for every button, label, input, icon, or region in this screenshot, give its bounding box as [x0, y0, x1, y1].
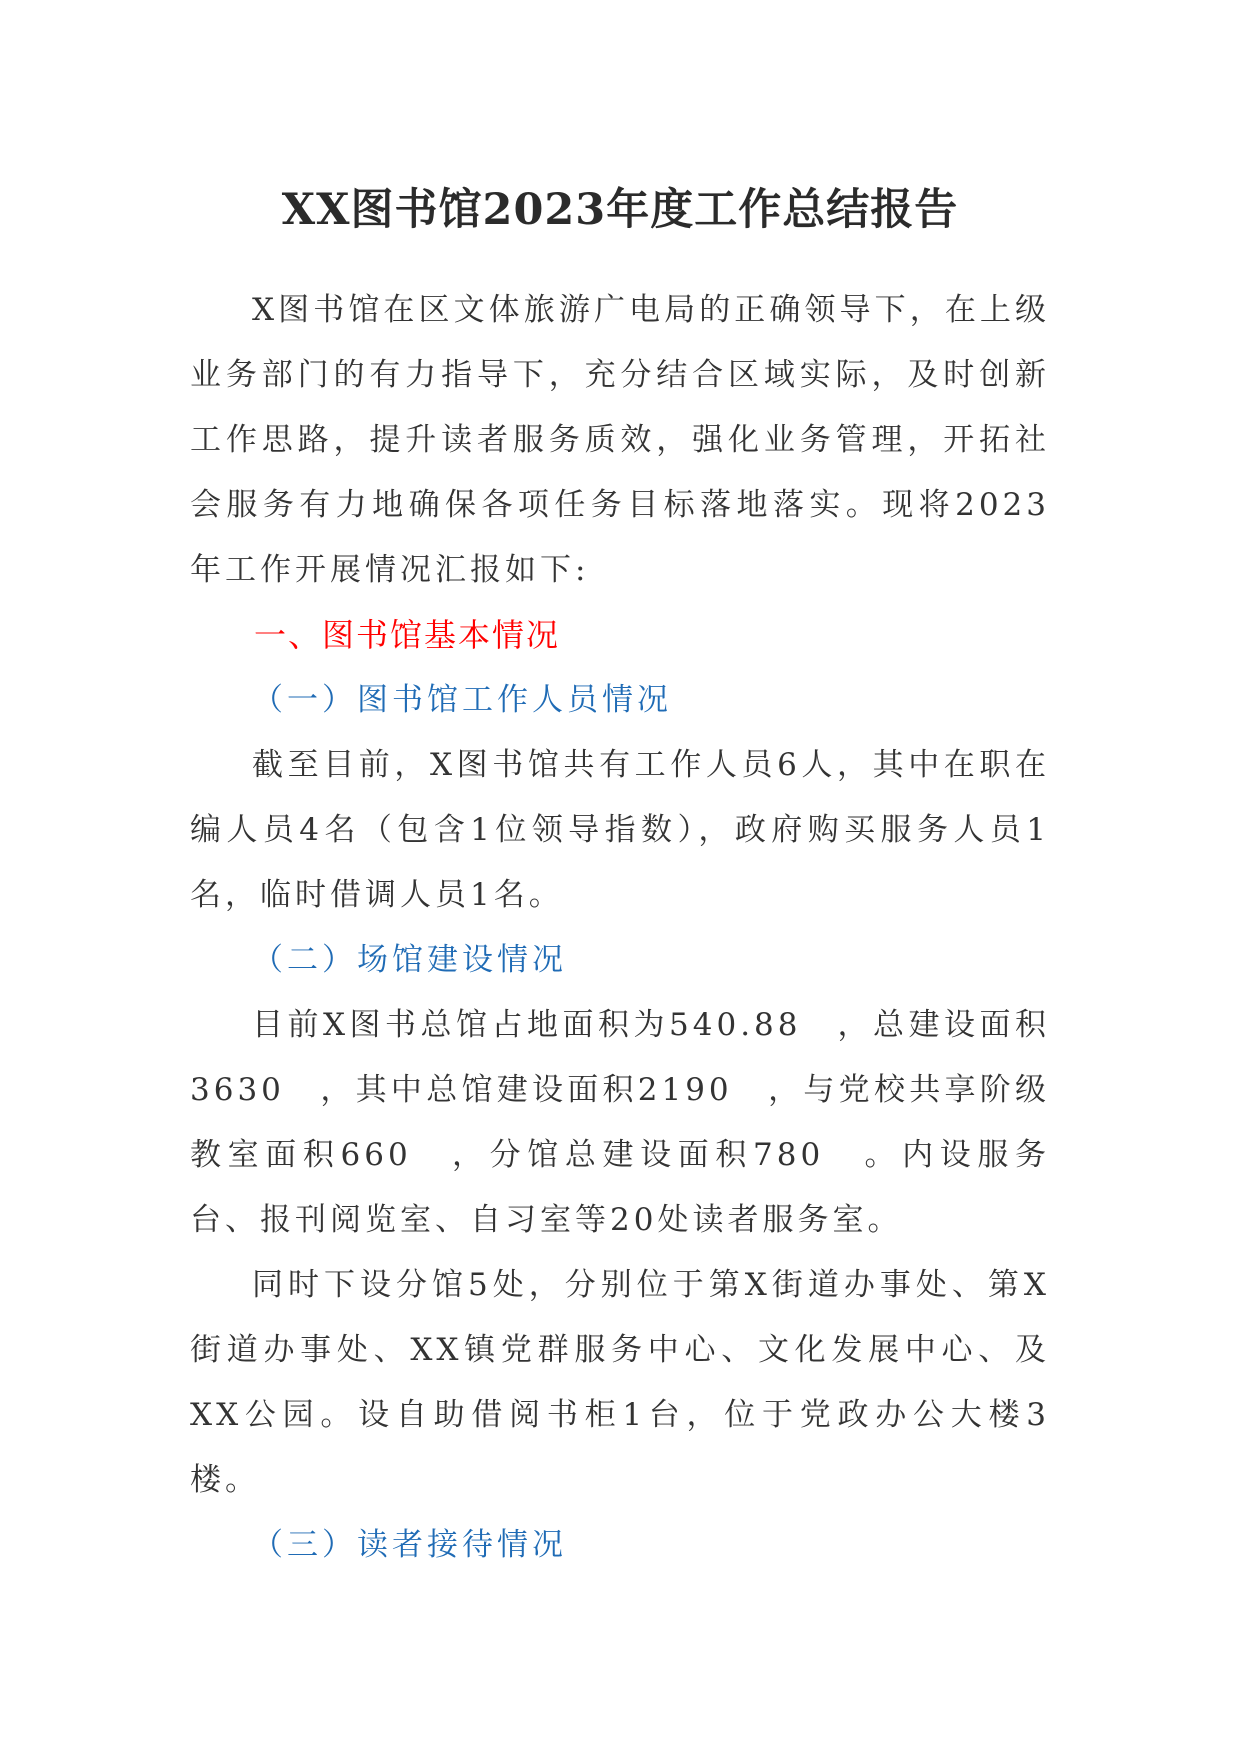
subsection-2-heading: （二）场馆建设情况: [252, 942, 567, 978]
intro-paragraph: X图书馆在区文体旅游广电局的正确领导下，在上级业务部门的有力指导下，充分结合区域实际，及时创新工作思路，提升读者服务质效，强化业务管理，开拓社会服务有力地确保各项任务目标落地落实。现将2023年工作开展情况汇报如下:: [190, 292, 1050, 588]
document-content: [190, 180, 1050, 1578]
document-title: XX图书馆2023年度工作总结报告: [281, 185, 959, 235]
subsection-2-paragraph-1: 目前X图书总馆占地面积为540.88 ，总建设面积3630 ，其中总馆建设面积2190 ，与党校共享阶级教室面积660 ，分馆总建设面积780 。内设服务台、报刊阅览室、自习室等20处读者服务室。: [190, 1007, 1050, 1238]
subsection-2-paragraph-2: 同时下设分馆5处，分别位于第X街道办事处、第X街道办事处、XX镇党群服务中心、文化发展中心、及XX公园。设自助借阅书柜1台，位于党政办公大楼3楼。: [190, 1267, 1050, 1498]
subsection-3-heading: （三）读者接待情况: [252, 1527, 567, 1563]
subsection-1-heading: （一）图书馆工作人员情况: [252, 682, 672, 718]
section-1-heading: 一、图书馆基本情况: [254, 616, 561, 654]
subsection-1-paragraph: 截至目前，X图书馆共有工作人员6人，其中在职在编人员4名（包含1位领导指数），政府购买服务人员1名，临时借调人员1名。: [190, 747, 1050, 913]
